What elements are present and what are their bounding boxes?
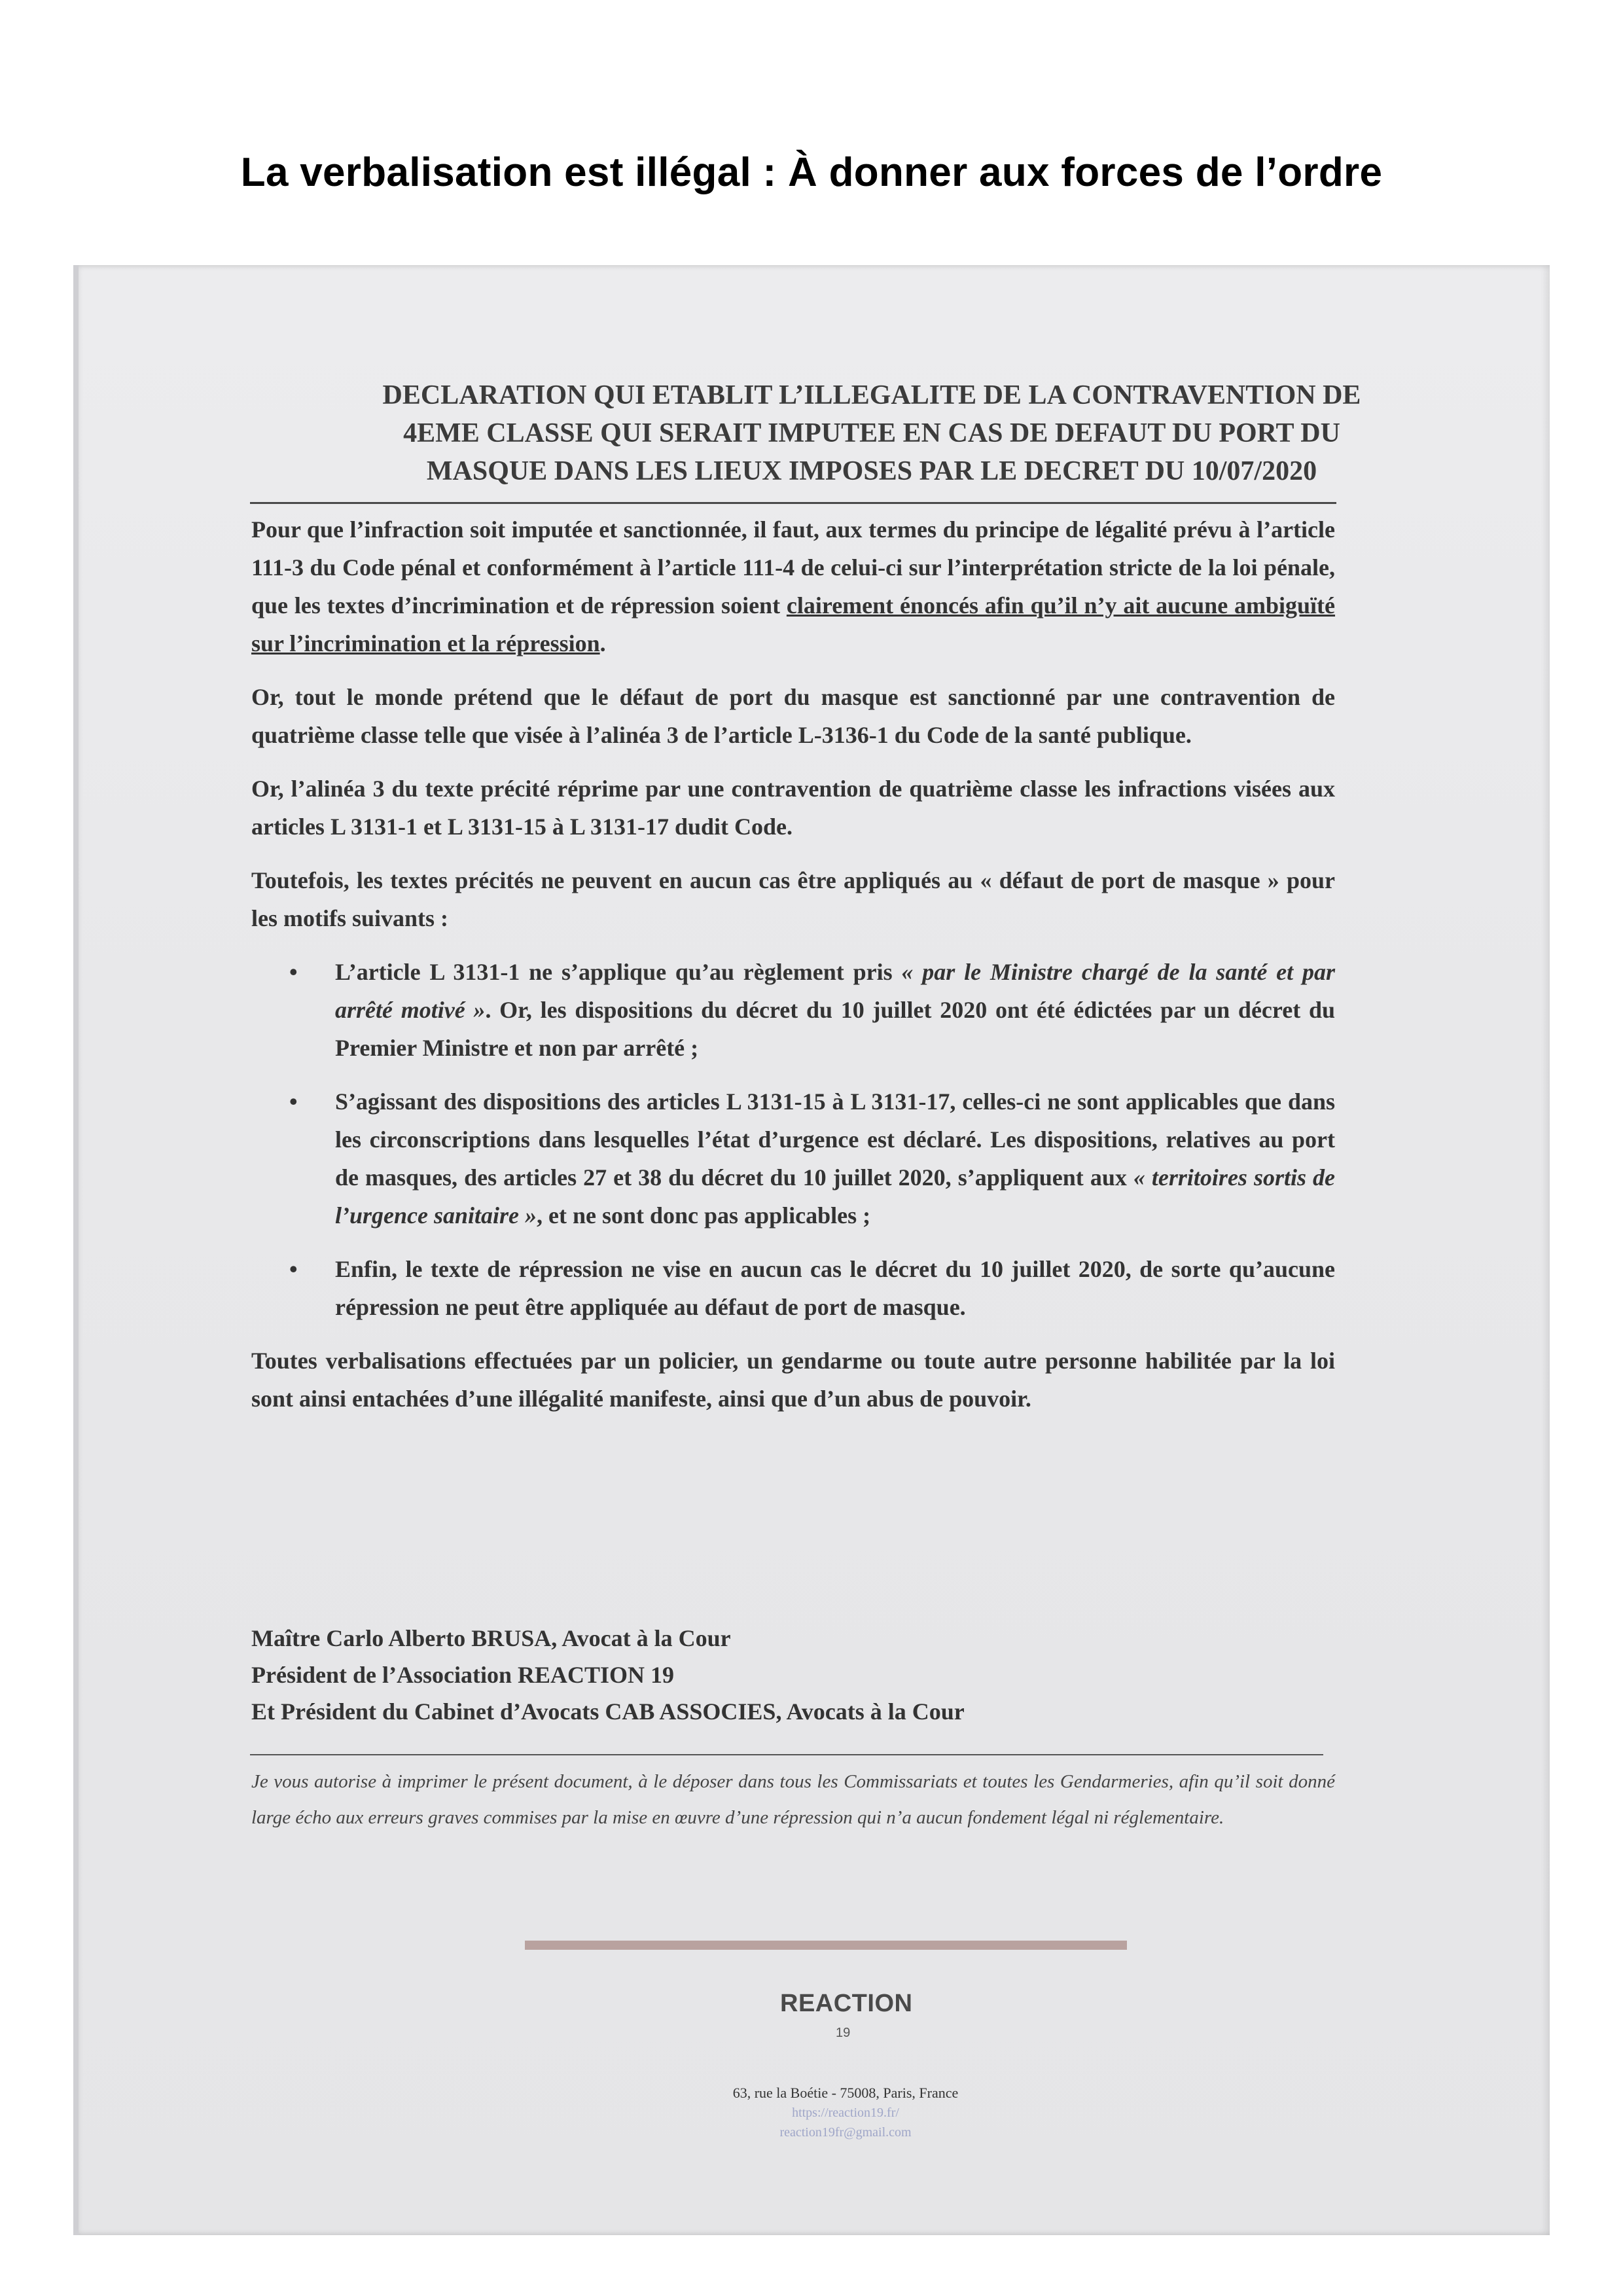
- list-item-text: S’agissant des dispositions des articles L 3131-15 à L 3131-17, celles-ci ne sont applicables que dans les circonscriptions dans lesquelles l’état d’urgence est déclaré. Les dispositions, relatives au port de masques, des articles 27 et 38 du décret du 10 juillet 2020, s’appliquent aux: [335, 1088, 1335, 1191]
- list-item: [251, 1083, 1335, 1234]
- italic-quote: « territoires sortis de l’urgence sanitaire »: [335, 1164, 1336, 1229]
- bullet-icon: •: [289, 1256, 298, 1282]
- paragraph-conclusion: Toutes verbalisations effectuées par un policier, un gendarme ou toute autre personne habilitée par la loi sont ainsi entachées d’une illégalité manifeste, ainsi que d’un abus de pouvoir.: [251, 1348, 1335, 1412]
- reasons-list: [251, 953, 1335, 1326]
- bullet-icon: •: [289, 959, 298, 985]
- list-item-text: . Or, les dispositions du décret du 10 juillet 2020 ont été édictées par un décret du Premier Ministre et non par arrêté ;: [335, 997, 1335, 1061]
- list-item-text: , et ne sont donc pas applicables ;: [537, 1202, 871, 1229]
- paragraph-text: .: [599, 630, 606, 656]
- address: 63, rue la Boétie - 75008, Paris, France: [732, 2085, 959, 2101]
- title-line: 4EME CLASSE QUI SERAIT IMPUTEE EN CAS DE DEFAUT DU PORT DU: [403, 418, 1340, 448]
- title-underline: [250, 502, 1336, 504]
- paragraph-contravention: Or, tout le monde prétend que le défaut de port du masque est sanctionné par une contravention de quatrième classe telle que visée à l’alinéa 3 de l’article L-3136-1 du Code de la santé publique.: [251, 684, 1335, 748]
- reaction-logo-number: 19: [836, 2026, 851, 2040]
- underlined-text: clairement énoncés afin qu’il n’y ait aucune ambiguïté sur l’incrimination et la répression: [251, 592, 1336, 656]
- reaction-logo: REACTION: [780, 1990, 913, 2017]
- list-item-text: L’article L 3131-1 ne s’applique qu’au règlement pris: [335, 959, 902, 985]
- document-body: [251, 511, 1335, 1433]
- italic-quote: « par le Ministre chargé de la santé et par arrêté motivé »: [335, 959, 1335, 1023]
- title-line: DECLARATION QUI ETABLIT L’ILLEGALITE DE LA CONTRAVENTION DE: [382, 380, 1361, 410]
- signature-line: Maître Carlo Alberto BRUSA, Avocat à la Cour: [251, 1625, 731, 1651]
- paragraph-toutefois: Toutefois, les textes précités ne peuvent en aucun cas être appliqués au « défaut de port de masque » pour les motifs suivants :: [251, 867, 1335, 931]
- separator: [250, 1754, 1323, 1755]
- authorization-note: Je vous autorise à imprimer le présent document, à le déposer dans tous les Commissariats et toutes les Gendarmeries, afin qu’il soit donné large écho aux erreurs graves commises par la mise en œuvre d’une répression qui n’a aucun fondement légal ni réglementaire.: [251, 1771, 1335, 1828]
- email-link[interactable]: reaction19fr@gmail.com: [779, 2125, 912, 2140]
- page-heading: La verbalisation est illégal : À donner aux forces de l’ordre: [240, 150, 1383, 195]
- document-photo: [73, 265, 1550, 2235]
- list-item: [251, 1250, 1335, 1326]
- bullet-icon: •: [289, 1088, 298, 1115]
- footer-accent-bar: [525, 1941, 1127, 1950]
- paragraph-text: Pour que l’infraction soit imputée et sanctionnée, il faut, aux termes du principe de légalité prévu à l’article 111-3 du Code pénal et conformément à l’article 111-4 de celui-ci sur l’interprétation stricte de la loi pénale, que les textes d’incrimination et de répression soient: [251, 516, 1335, 619]
- document-title: [270, 376, 1474, 490]
- list-item-text: Enfin, le texte de répression ne vise en aucun cas le décret du 10 juillet 2020, de sorte qu’aucune répression ne peut être appliquée au défaut de port de masque.: [335, 1256, 1335, 1320]
- list-item: [251, 953, 1335, 1067]
- website-link[interactable]: https://reaction19.fr/: [792, 2106, 899, 2120]
- paragraph-alinea: Or, l’alinéa 3 du texte précité réprime par une contravention de quatrième classe les infractions visées aux articles L 3131-1 et L 3131-15 à L 3131-17 dudit Code.: [251, 776, 1335, 840]
- paragraph-legality: [251, 511, 1335, 662]
- paper-edge: [73, 265, 79, 2235]
- title-line: MASQUE DANS LES LIEUX IMPOSES PAR LE DECRET DU 10/07/2020: [426, 456, 1317, 486]
- signature-block: [251, 1620, 1364, 1730]
- signature-line: Président de l’Association REACTION 19: [251, 1662, 674, 1688]
- signature-line: Et Président du Cabinet d’Avocats CAB ASSOCIES, Avocats à la Cour: [251, 1698, 965, 1725]
